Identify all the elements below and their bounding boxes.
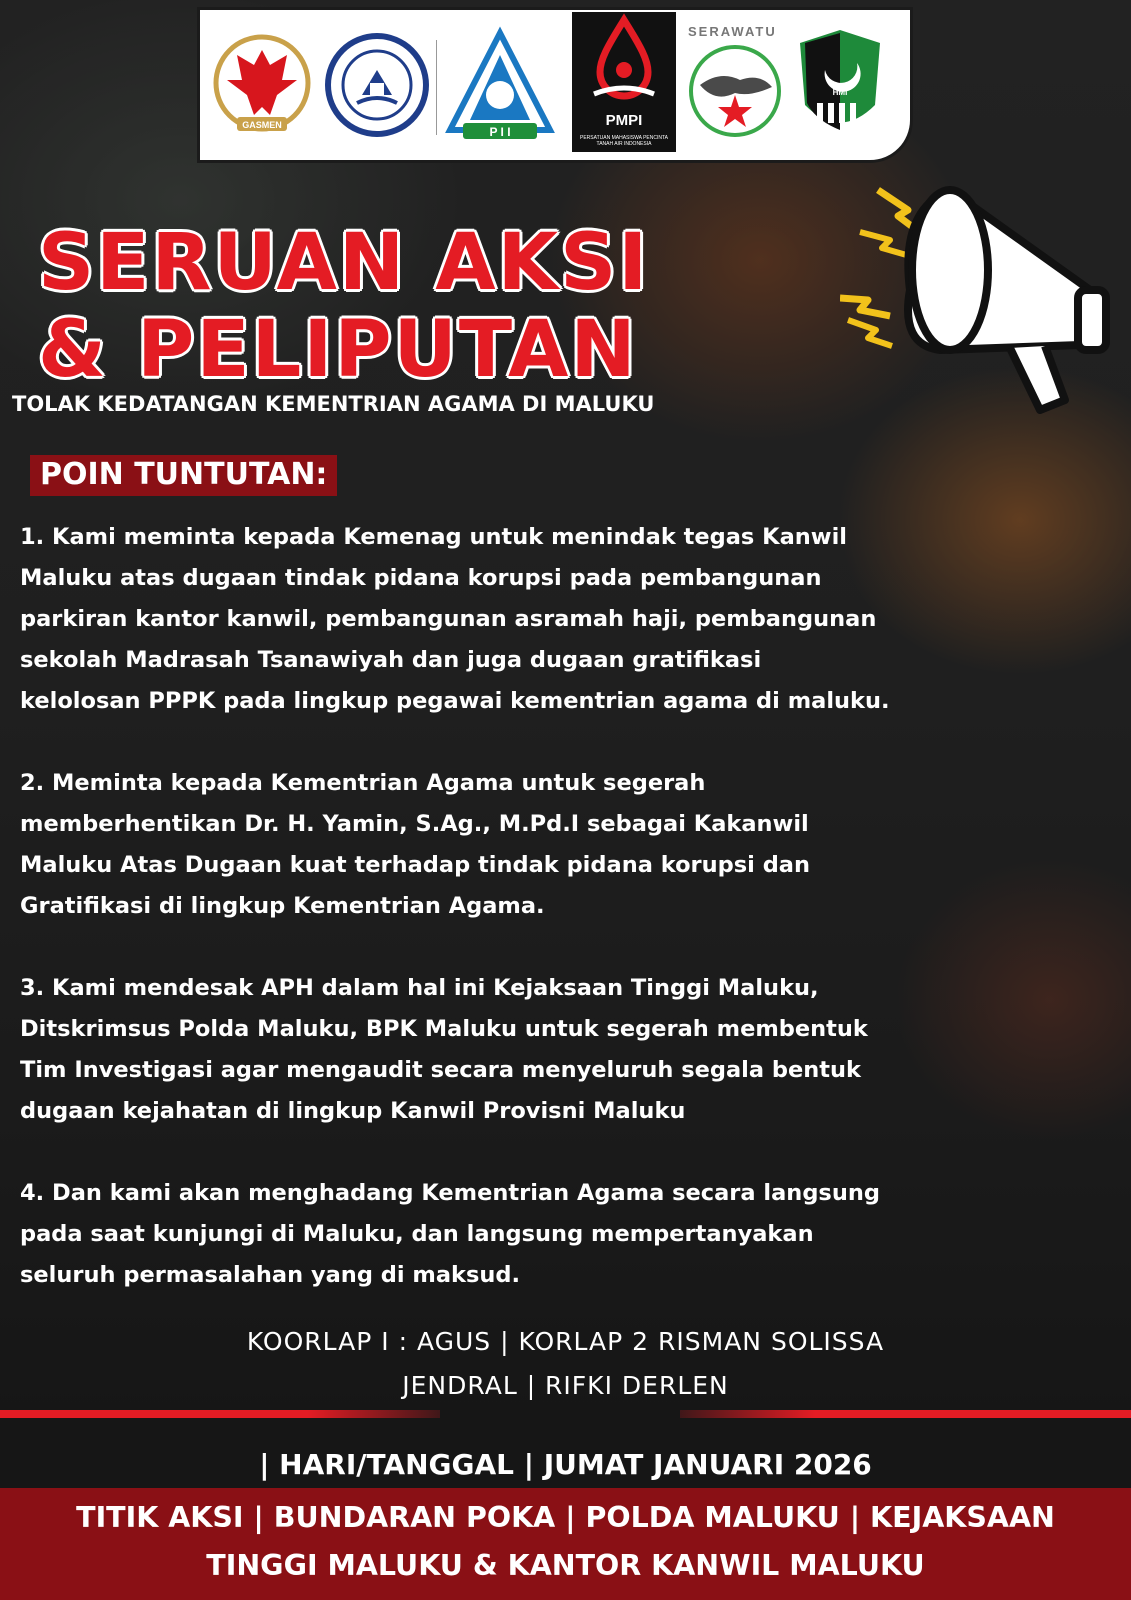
headline-line-2: & PELIPUTAN bbox=[38, 305, 638, 395]
lightning-flash-icon bbox=[860, 232, 910, 256]
poin-tuntutan-label: POIN TUNTUTAN: bbox=[30, 455, 337, 496]
lightning-flash-icon bbox=[848, 320, 892, 346]
logo-bar bbox=[200, 10, 910, 160]
hmi-logo-text: HMI bbox=[832, 88, 848, 97]
pmpi-logo-icon bbox=[572, 12, 676, 112]
lightning-flash-icon bbox=[840, 298, 890, 316]
headline-line-1: SERUAN AKSI bbox=[38, 218, 650, 308]
logo-divider bbox=[436, 40, 437, 135]
demand-item-3: 3. Kami mendesak APH dalam hal ini Kejaksaan Tinggi Maluku, Ditskrimsus Polda Maluku, BPK Maluku untuk segerah membentuk Tim Investigasi agar mengaudit secara menyeluruh segala bentuk dugaan kejahatan di lingkup Kanwil Provisni Maluku bbox=[20, 975, 868, 1124]
serawatu-logo-text: SERAWATU bbox=[688, 24, 777, 39]
serawatu-logo-icon bbox=[680, 25, 790, 145]
divider-stripe-right bbox=[680, 1410, 1131, 1418]
pmpi-logo bbox=[572, 12, 676, 152]
demand-item-2: 2. Meminta kepada Kementrian Agama untuk segerah memberhentikan Dr. H. Yamin, S.Ag., M.Pd.I sebagai Kakanwil Maluku Atas Dugaan kuat terhadap tindak pidana korupsi dan Gratifikasi di lingkup Kementrian Agama. bbox=[20, 770, 811, 919]
pii-logo-text: P I I bbox=[489, 125, 511, 139]
pmpi-logo-text: PMPI bbox=[605, 112, 643, 129]
action-location-text: TITIK AKSI | BUNDARAN POKA | POLDA MALUKU | KEJAKSAAN TINGGI MALUKU & KANTOR KANWIL MALUKU bbox=[76, 1501, 1055, 1582]
megaphone-icon bbox=[840, 170, 1130, 430]
coordinators-text: KOORLAP I : AGUS | KORLAP 2 RISMAN SOLISSA JENDRAL | RIFKI DERLEN bbox=[246, 1327, 885, 1400]
hmi-logo-icon bbox=[795, 25, 885, 145]
ppmm-logo-icon bbox=[322, 25, 432, 145]
demand-item-1: 1. Kami meminta kepada Kemenag untuk menindak tegas Kanwil Maluku atas dugaan tindak pidana korupsi pada pembangunan parkiran kantor kanwil, pembangunan asramah haji, pembangunan sekolah Madrasah Tsanawiyah dan juga dugaan gratifikasi kelolosan PPPK pada lingkup pegawai kementrian agama di maluku. bbox=[20, 524, 890, 714]
pmpi-logo-subtext: PERSATUAN MAHASISWA PENCINTA TANAH AIR INDONESIA bbox=[580, 135, 668, 147]
pii-logo-icon bbox=[445, 25, 555, 145]
gasmen-logo-icon bbox=[212, 25, 312, 145]
divider-stripe-left bbox=[0, 1410, 440, 1418]
date-line: | HARI/TANGGAL | JUMAT JANUARI 2026 bbox=[259, 1448, 872, 1481]
subtitle: TOLAK KEDATANGAN KEMENTRIAN AGAMA DI MALUKU bbox=[12, 392, 655, 416]
demand-item-4: 4. Dan kami akan menghadang Kementrian Agama secara langsung pada saat kunjungi di Maluku, dan langsung mempertanyakan seluruh permasalahan yang di maksud. bbox=[20, 1180, 880, 1288]
gasmen-logo-text: GASMEN bbox=[242, 120, 282, 130]
demands-list bbox=[20, 517, 1120, 1337]
